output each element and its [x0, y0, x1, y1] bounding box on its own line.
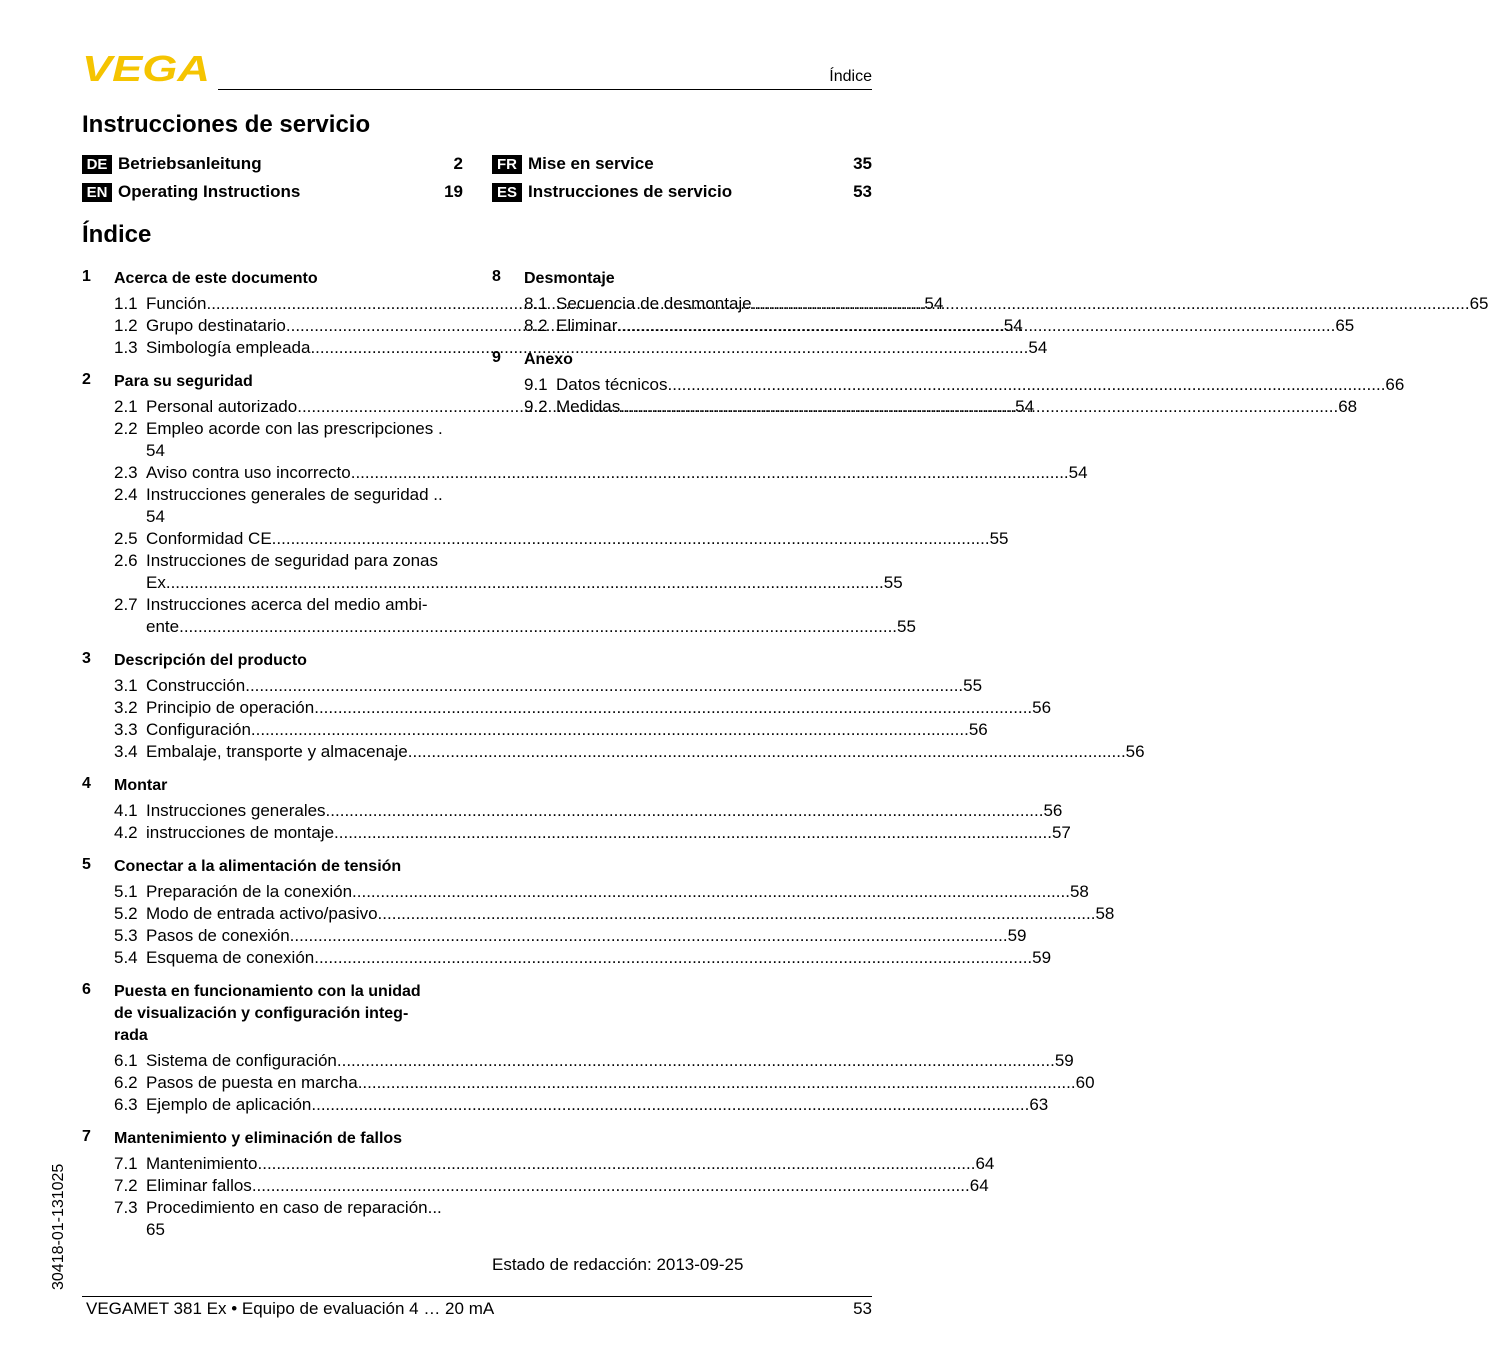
toc-entry[interactable]	[114, 881, 1089, 903]
entry-page: 59	[1007, 926, 1027, 945]
entry-number: 1.2	[114, 316, 138, 335]
entry-text	[146, 1153, 994, 1175]
toc-entry[interactable]	[114, 925, 1027, 947]
leader-dots	[378, 903, 1096, 925]
entry-page: 59	[1032, 948, 1052, 967]
leader-dots	[620, 396, 1338, 418]
leader-dots	[179, 616, 897, 638]
entry-label: Ex	[146, 573, 166, 592]
entry-label: Instrucciones generales	[146, 801, 326, 820]
leader-dots	[326, 800, 1044, 822]
entry-page: 54	[146, 507, 165, 526]
toc-entry[interactable]	[114, 418, 463, 440]
entry-label: Preparación de la conexión	[146, 882, 353, 901]
entry-number: 9.2	[524, 397, 548, 416]
status-text: Estado de redacción: 2013-09-25	[492, 1255, 744, 1274]
entry-number: 2.2	[114, 419, 138, 438]
svg-text:VEGA: VEGA	[82, 48, 210, 89]
footer-page-number: 53	[853, 1299, 872, 1318]
entry-label: Medidas	[556, 397, 621, 416]
entry-page: 65	[146, 1220, 165, 1239]
entry-label: Configuración	[146, 720, 251, 739]
entry-label: Eliminar fallos	[146, 1176, 252, 1195]
section-number: 4	[82, 775, 91, 792]
entry-text	[146, 675, 982, 697]
toc-entry[interactable]	[114, 462, 1088, 484]
entry-text	[146, 697, 1051, 719]
entry-text	[146, 550, 463, 572]
entry-text	[556, 374, 1404, 396]
section-title[interactable]: Puesta en funcionamiento con la unidad	[114, 983, 421, 1000]
entry-label: Principio de operación	[146, 698, 315, 717]
section-number: 2	[82, 371, 91, 388]
section-title[interactable]: Anexo	[524, 351, 573, 368]
entry-number: 5.2	[114, 904, 138, 923]
entry-text	[146, 594, 463, 616]
entry-number: 3.1	[114, 676, 138, 695]
section-number: 5	[82, 856, 91, 873]
entry-number: 3.3	[114, 720, 138, 739]
entry-label: Mantenimiento	[146, 1154, 258, 1173]
entry-page: 66	[1385, 375, 1405, 394]
section-title[interactable]: rada	[114, 1027, 148, 1044]
entry-label: instrucciones de montaje	[146, 823, 335, 842]
entry-text	[146, 947, 1051, 969]
entry-number: 4.2	[114, 823, 138, 842]
leader-dots	[166, 572, 884, 594]
toc-entry[interactable]	[114, 594, 463, 616]
entry-label: Simbología empleada	[146, 338, 311, 357]
entry-page: 54	[924, 294, 944, 313]
toc-entry[interactable]	[114, 337, 1048, 359]
entry-number: 5.3	[114, 926, 138, 945]
entry-label: Instrucciones de seguridad para zonas	[146, 551, 439, 570]
toc-entry[interactable]	[114, 1072, 1095, 1094]
index-title: Índice	[82, 221, 152, 248]
entry-text	[556, 396, 1357, 418]
toc-entry[interactable]	[114, 947, 1052, 969]
section-title[interactable]: Acerca de este documento	[114, 270, 318, 287]
entry-text	[146, 903, 1114, 925]
entry-number: 7.3	[114, 1198, 138, 1217]
entry-label: Conformidad CE	[146, 529, 272, 548]
entry-page: 55	[963, 676, 983, 695]
entry-label: Secuencia de desmontaje	[556, 294, 752, 313]
entry-label: Procedimiento en caso de reparación...	[146, 1198, 442, 1217]
entry-page: 55	[989, 529, 1009, 548]
entry-text	[146, 881, 1089, 903]
leader-dots	[352, 881, 1070, 903]
footer-rule	[82, 1296, 872, 1297]
lang-badge: ES	[492, 183, 522, 202]
entry-label: Pasos de conexión	[146, 926, 290, 945]
toc-entry[interactable]	[114, 1197, 463, 1219]
entry-label: Modo de entrada activo/pasivo	[146, 904, 378, 923]
leader-dots	[258, 1153, 976, 1175]
document-title: Instrucciones de servicio	[82, 111, 371, 138]
entry-label: Sistema de configuración	[146, 1051, 337, 1070]
entry-label: Instrucciones acerca del medio ambi-	[146, 595, 428, 614]
entry-text	[146, 418, 463, 440]
entry-number: 3.2	[114, 698, 138, 717]
entry-page: 55	[897, 617, 916, 636]
language-row-de[interactable]	[82, 153, 463, 175]
entry-number: 1.1	[114, 294, 138, 313]
leader-dots	[314, 697, 1032, 719]
entry-number: 4.1	[114, 801, 138, 820]
entry-number: 2.3	[114, 463, 138, 482]
entry-number: 2.6	[114, 551, 138, 570]
entry-page: 56	[1125, 742, 1145, 761]
entry-number: 2.1	[114, 397, 138, 416]
leader-dots	[245, 675, 963, 697]
toc-entry[interactable]	[524, 374, 1405, 396]
leader-dots	[311, 1094, 1029, 1116]
lang-page: 53	[853, 182, 872, 201]
entry-number: 7.2	[114, 1176, 138, 1195]
section-number: 8	[492, 268, 501, 285]
leader-dots	[310, 337, 1028, 359]
lang-page: 35	[853, 154, 872, 173]
entry-page: 55	[883, 573, 903, 592]
language-row-es[interactable]	[492, 181, 872, 203]
language-row-fr[interactable]	[492, 153, 872, 175]
lang-title: Instrucciones de servicio	[528, 182, 733, 201]
toc-entry[interactable]	[114, 550, 463, 572]
entry-text	[146, 925, 1027, 947]
leader-dots	[290, 925, 1008, 947]
entry-page: 54	[1068, 463, 1088, 482]
entry-text	[146, 1094, 1048, 1116]
section-title[interactable]: Conectar a la alimentación de tensión	[114, 858, 402, 875]
toc-entry[interactable]	[114, 675, 983, 697]
entry-text	[146, 1072, 1095, 1094]
toc-entry[interactable]	[114, 903, 1115, 925]
entry-number: 2.4	[114, 485, 138, 504]
entry-number: 5.1	[114, 882, 138, 901]
entry-label: Personal autorizado	[146, 397, 298, 416]
section-number: 6	[82, 981, 91, 998]
entry-page: 54	[146, 441, 165, 460]
toc-entry-continued	[146, 616, 916, 638]
section-number: 1	[82, 268, 91, 285]
entry-label: Aviso contra uso incorrecto	[146, 463, 351, 482]
lang-badge: EN	[82, 183, 112, 202]
entry-label: Datos técnicos	[556, 375, 668, 394]
entry-text	[146, 1050, 1074, 1072]
entry-page: 54	[1015, 397, 1035, 416]
lang-badge: FR	[492, 155, 522, 174]
leader-dots	[252, 1175, 970, 1197]
entry-number: 9.1	[524, 375, 548, 394]
leader-dots	[617, 315, 1335, 337]
leader-dots	[272, 528, 990, 550]
leader-dots	[251, 719, 969, 741]
language-row-en[interactable]	[82, 181, 463, 203]
entry-number: 7.1	[114, 1154, 138, 1173]
lang-page: 19	[444, 182, 463, 201]
leader-dots	[668, 374, 1386, 396]
section-number: 7	[82, 1128, 91, 1145]
entry-page: 65	[1335, 316, 1355, 335]
entry-page: 68	[1338, 397, 1358, 416]
section-title[interactable]: Desmontaje	[524, 270, 615, 287]
entry-page: 63	[1029, 1095, 1049, 1114]
entry-text	[146, 719, 988, 741]
section-number: 3	[82, 650, 91, 667]
section-title[interactable]: de visualización y configuración integ-	[114, 1005, 409, 1022]
entry-number: 2.5	[114, 529, 138, 548]
entry-page: 65	[1469, 294, 1488, 313]
lang-page: 2	[453, 154, 463, 173]
entry-text	[146, 800, 1062, 822]
toc-entry[interactable]	[114, 484, 463, 506]
entry-page: 56	[1043, 801, 1063, 820]
section-title[interactable]: Para su seguridad	[114, 373, 253, 390]
section-title[interactable]: Montar	[114, 777, 168, 794]
entry-text	[556, 315, 1354, 337]
toc-entry[interactable]	[114, 800, 1063, 822]
entry-number: 1.3	[114, 338, 138, 357]
entry-number: 2.7	[114, 595, 138, 614]
entry-label: Eliminar	[556, 316, 618, 335]
entry-number: 8.1	[524, 294, 548, 313]
leader-dots	[334, 822, 1052, 844]
entry-text	[146, 822, 1071, 844]
entry-label: Construcción	[146, 676, 246, 695]
leader-dots	[358, 1072, 1076, 1094]
entry-number: 8.2	[524, 316, 548, 335]
entry-text	[146, 741, 1145, 763]
leader-dots	[351, 462, 1069, 484]
entry-label: ente	[146, 617, 180, 636]
section-title[interactable]: Mantenimiento y eliminación de fallos	[114, 1130, 403, 1147]
entry-text	[146, 337, 1047, 359]
toc-entry[interactable]	[114, 1153, 995, 1175]
entry-number: 3.4	[114, 742, 138, 761]
entry-text	[146, 528, 1009, 550]
toc-entry[interactable]	[114, 741, 1145, 763]
entry-text	[146, 572, 903, 594]
toc-entry[interactable]	[114, 528, 1009, 550]
section-title[interactable]: Descripción del producto	[114, 652, 307, 669]
entry-page: 54	[1003, 316, 1023, 335]
entry-number: 6.3	[114, 1095, 138, 1114]
toc-entry[interactable]	[114, 1094, 1049, 1116]
entry-text	[146, 1197, 463, 1219]
lang-title: Mise en service	[528, 154, 654, 173]
entry-text	[556, 293, 1488, 315]
entry-page: 58	[1095, 904, 1115, 923]
entry-page: 58	[1069, 882, 1089, 901]
entry-label: Función	[146, 294, 207, 313]
entry-page: 56	[968, 720, 988, 739]
entry-number: 6.2	[114, 1073, 138, 1092]
entry-page: 64	[969, 1176, 989, 1195]
toc-entry[interactable]	[114, 1175, 989, 1197]
header-section-label: Índice	[829, 68, 872, 85]
footer-product: VEGAMET 381 Ex • Equipo de evaluación 4 … 20 mA	[86, 1299, 495, 1318]
entry-number: 6.1	[114, 1051, 138, 1070]
entry-page: 59	[1054, 1051, 1074, 1070]
entry-page: 54	[1028, 338, 1048, 357]
entry-page: 64	[975, 1154, 995, 1173]
entry-number: 5.4	[114, 948, 138, 967]
toc-entry[interactable]	[114, 822, 1071, 844]
entry-text	[146, 1175, 989, 1197]
leader-dots	[314, 947, 1032, 969]
lang-title: Operating Instructions	[118, 182, 301, 201]
toc-entry[interactable]	[114, 719, 988, 741]
leader-dots	[408, 741, 1126, 763]
entry-text	[146, 462, 1088, 484]
entry-label: Ejemplo de aplicación	[146, 1095, 312, 1114]
section-number: 9	[492, 349, 501, 366]
header-rule	[218, 89, 872, 90]
entry-page: 56	[1032, 698, 1052, 717]
entry-page: 60	[1075, 1073, 1095, 1092]
entry-label: Esquema de conexión	[146, 948, 315, 967]
leader-dots	[337, 1050, 1055, 1072]
toc-entry[interactable]	[114, 697, 1052, 719]
entry-text	[146, 616, 916, 638]
lang-title: Betriebsanleitung	[118, 154, 262, 173]
entry-label: Instrucciones generales de seguridad ..	[146, 485, 443, 504]
leader-dots	[752, 293, 1470, 315]
toc-entry[interactable]	[114, 1050, 1074, 1072]
entry-label: Grupo destinatario	[146, 316, 286, 335]
toc-entry-continued	[146, 572, 903, 594]
entry-label: Empleo acorde con las prescripciones .	[146, 419, 443, 438]
document-code: 30418-01-131025	[50, 1163, 67, 1290]
entry-page: 57	[1051, 823, 1071, 842]
entry-text	[146, 484, 463, 506]
entry-label: Embalaje, transporte y almacenaje	[146, 742, 408, 761]
lang-badge: DE	[82, 155, 112, 174]
entry-label: Pasos de puesta en marcha	[146, 1073, 358, 1092]
vega-logo	[82, 48, 212, 89]
